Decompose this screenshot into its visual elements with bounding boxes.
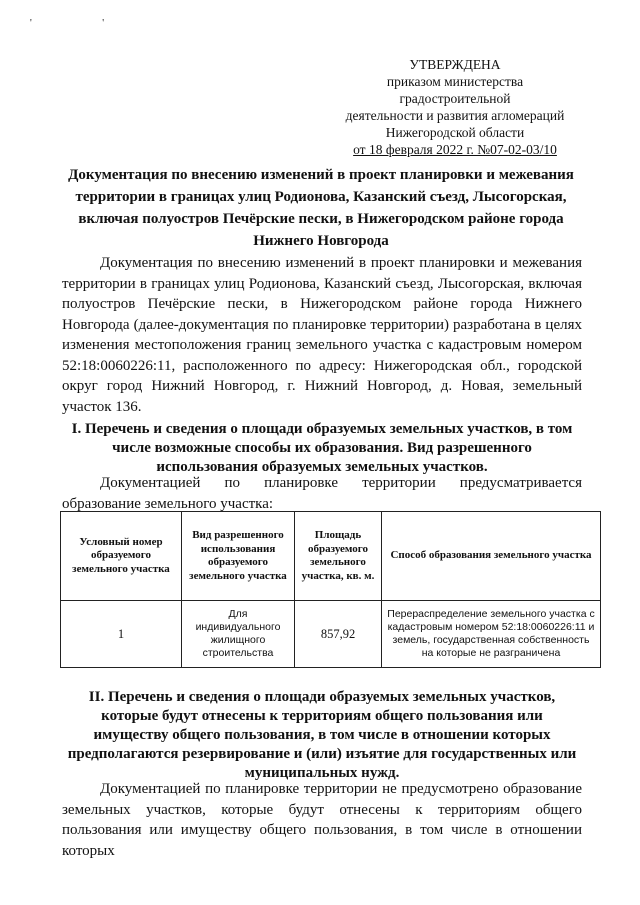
approval-stamp xyxy=(330,56,580,158)
section-1-text: Документацией по планировке территории предусматривается образование земельного участка: xyxy=(62,475,582,512)
column-header: Площадь образуемого земельного участка, кв. м. xyxy=(295,512,382,601)
table-cell: Перераспределение земельного участка с кадастровым номером 52:18:0060226:11 и земель, государственная собственность на которые не разграничена xyxy=(382,601,601,668)
column-header: Способ образования земельного участка xyxy=(382,512,601,601)
approval-heading: УТВЕРЖДЕНА xyxy=(409,57,501,72)
table-cell: 1 xyxy=(61,601,182,668)
column-header: Вид разрешенного использования образуемого земельного участка xyxy=(182,512,295,601)
land-plot-table xyxy=(60,511,601,668)
approval-line: приказом министерства градостроительной xyxy=(386,74,524,106)
section-2-heading: II. Перечень и сведения о площади образуемых земельных участков, которые будут отнесены к территориям общего пользования или имуществу общего пользования, в том числе в отношении которых предполагаются резервирование и (или) изъятие для государственных или муниципальных нужд. xyxy=(67,689,577,781)
approval-line: Нижегородской области xyxy=(385,125,525,140)
section-2-text: Документацией по планировке территории не предусмотрено образование земельных участков, которые будут отнесены к территориям общего пользования или имуществу общего пользования, в том числе в отношении которых xyxy=(62,781,582,859)
table-row xyxy=(61,601,601,668)
intro-paragraph: Документация по внесению изменений в проект планировки и межевания территории в границах улиц Родионова, Казанский съезд, Лысогорская, включая полуостров Печёрские пески, в Нижегородском районе города Нижнего Новгорода (далее-документация по планировке территории) разработана в целях изменения местоположения границ земельного участка с кадастровым номером 52:18:0060226:11, расположенного по адресу: Нижегородская обл., городской округ город Нижний Новгород, г. Нижний Новгород, д. Новая, земельный участок 136. xyxy=(62,255,582,415)
document-title: Документация по внесению изменений в проект планировки и межевания территории в границах улиц Родионова, Казанский съезд, Лысогорская, включая полуостров Печёрские пески, в Нижегородском районе города Нижнего Новгорода xyxy=(68,167,574,249)
table-cell: 857,92 xyxy=(295,601,382,668)
corner-marks: ' ' xyxy=(30,18,139,29)
approval-line: деятельности и развития агломераций xyxy=(345,108,565,123)
table-cell: Для индивидуального жилищного строительства xyxy=(182,601,295,668)
approval-order-date: от 18 февраля 2022 г. №07-02-03/10 xyxy=(353,142,557,157)
column-header: Условный номер образуемого земельного участка xyxy=(61,512,182,601)
section-1-heading: I. Перечень и сведения о площади образуемых земельных участков, в том числе возможные способы их образования. Вид разрешенного использования образуемых земельных участков. xyxy=(71,421,573,475)
table-header-row xyxy=(61,512,601,601)
